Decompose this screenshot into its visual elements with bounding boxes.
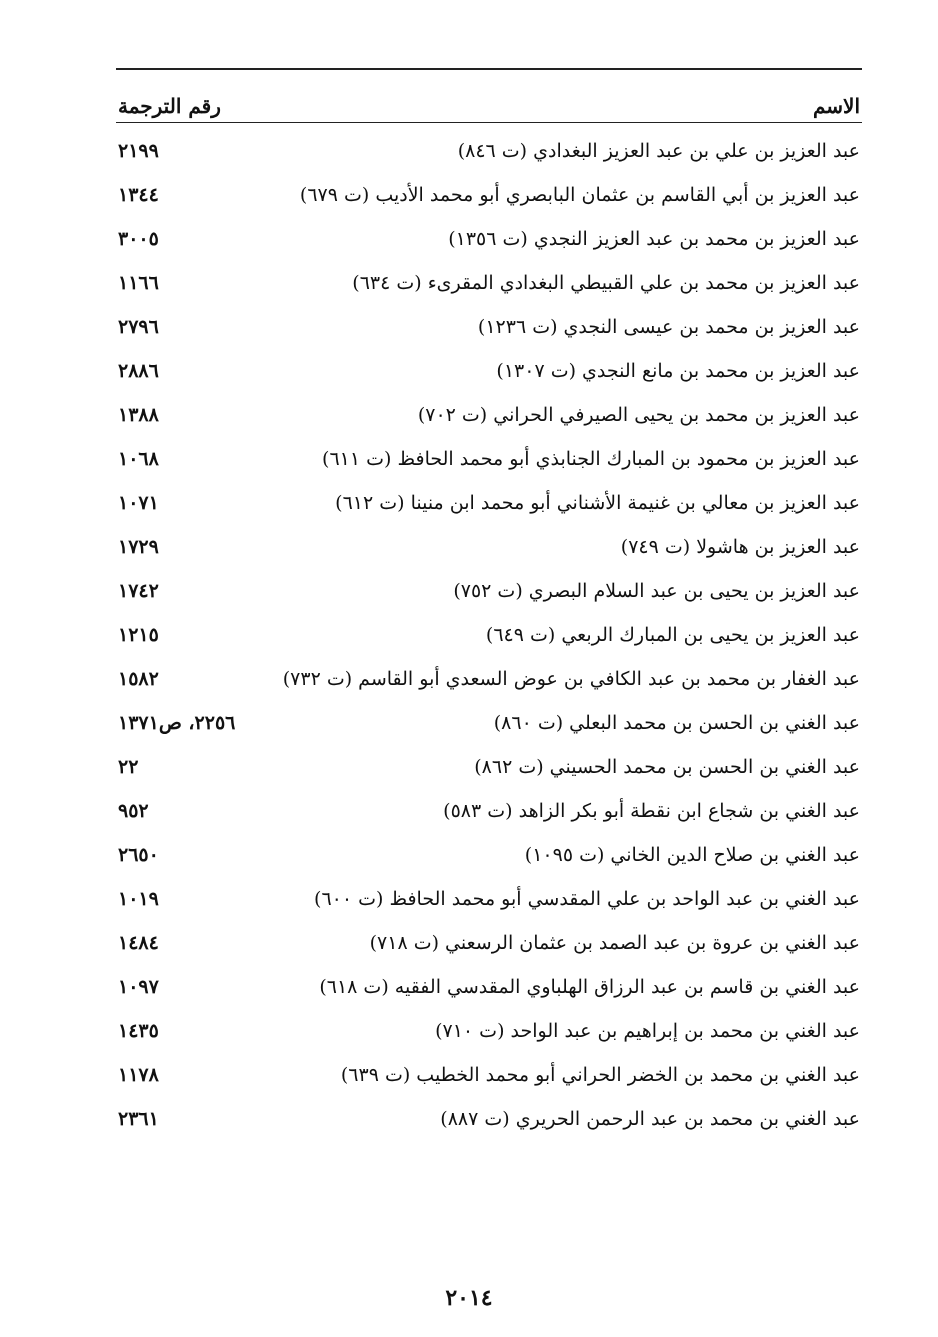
index-list [116, 129, 862, 1141]
list-item [116, 789, 862, 833]
entry-name: عبد الغني بن محمد بن إبراهيم بن عبد الواحد (ت ٧١٠) [435, 1020, 860, 1042]
list-item [116, 349, 862, 393]
entry-number: ٩٥٢ [118, 800, 149, 822]
list-item [116, 481, 862, 525]
entry-number: ٢١٩٩ [118, 140, 159, 162]
entry-number: ١٧٤٢ [118, 580, 159, 602]
entry-name: عبد العزيز بن محمد بن عيسى النجدي (ت ١٢٣٦) [477, 316, 860, 338]
entry-number: ٢٢٥٦، ص١٣٧١ [118, 712, 236, 734]
entry-name: عبد الغني بن الحسن بن محمد البعلي (ت ٨٦٠) [493, 712, 860, 734]
list-item [116, 745, 862, 789]
entry-name: عبد العزيز بن علي بن عبد العزيز البغدادي (ت ٨٤٦) [457, 140, 860, 162]
entry-name: عبد العزيز بن أبي القاسم بن عثمان البابصري أبو محمد الأديب (ت ٦٧٩) [299, 184, 860, 206]
entry-number: ١٠١٩ [118, 888, 159, 910]
entry-number: ١٢١٥ [118, 624, 159, 646]
entry-number: ٢٧٩٦ [118, 316, 159, 338]
entry-name: عبد العزيز بن يحيى بن عبد السلام البصري (ت ٧٥٢) [453, 580, 860, 602]
entry-number: ١٣٨٨ [118, 404, 159, 426]
list-item [116, 965, 862, 1009]
list-item [116, 833, 862, 877]
entry-name: عبد العزيز بن يحيى بن المبارك الربعي (ت ٦٤٩) [485, 624, 860, 646]
list-item [116, 569, 862, 613]
entry-number: ٣٠٠٥ [118, 228, 159, 250]
entry-name: عبد الغني بن شجاع ابن نقطة أبو بكر الزاهد (ت ٥٨٣) [443, 800, 860, 822]
list-item [116, 129, 862, 173]
entry-name: عبد الغني بن صلاح الدين الخاني (ت ١٠٩٥) [524, 844, 860, 866]
entry-name: عبد الغني بن قاسم بن عبد الرزاق الهلباوي المقدسي الفقيه (ت ٦١٨) [319, 976, 860, 998]
list-item [116, 701, 862, 745]
list-item [116, 613, 862, 657]
entry-number: ٢٨٨٦ [118, 360, 159, 382]
list-item [116, 921, 862, 965]
entry-number: ١١٦٦ [118, 272, 159, 294]
entry-number: ١٤٨٤ [118, 932, 159, 954]
entry-number: ١٠٧١ [118, 492, 159, 514]
number-column-header: رقم الترجمة [118, 94, 221, 118]
entry-number: ٢٣٦١ [118, 1108, 159, 1130]
list-item [116, 877, 862, 921]
entry-name: عبد العزيز بن هاشولا (ت ٧٤٩) [620, 536, 860, 558]
index-page [116, 68, 862, 1141]
entry-number: ١٥٨٢ [118, 668, 159, 690]
entry-number: ١١٧٨ [118, 1064, 159, 1086]
entry-name: عبد الغني بن عبد الواحد بن علي المقدسي أبو محمد الحافظ (ت ٦٠٠) [314, 888, 860, 910]
list-item [116, 217, 862, 261]
list-item [116, 657, 862, 701]
entry-name: عبد العزيز بن محمد بن عبد العزيز النجدي (ت ١٣٥٦) [448, 228, 860, 250]
entry-name: عبد العزيز بن محمد بن مانع النجدي (ت ١٣٠٧) [496, 360, 860, 382]
entry-number: ١٠٦٨ [118, 448, 159, 470]
list-item [116, 525, 862, 569]
list-item [116, 1053, 862, 1097]
entry-name: عبد الغني بن محمد بن عبد الرحمن الحريري (ت ٨٨٧) [440, 1108, 860, 1130]
entry-number: ١٧٢٩ [118, 536, 159, 558]
entry-name: عبد العزيز بن محمود بن المبارك الجنابذي أبو محمد الحافظ (ت ٦١١) [322, 448, 860, 470]
list-item [116, 261, 862, 305]
entry-number: ١٠٩٧ [118, 976, 159, 998]
entry-name: عبد العزيز بن معالي بن غنيمة الأشناني أبو محمد ابن منينا (ت ٦١٢) [335, 492, 860, 514]
entry-name: عبد العزيز بن محمد بن علي القبيطي البغدادي المقرىء (ت ٦٣٤) [352, 272, 860, 294]
entry-name: عبد العزيز بن محمد بن يحيى الصيرفي الحراني (ت ٧٠٢) [417, 404, 860, 426]
entry-name: عبد الغني بن عروة بن عبد الصمد بن عثمان الرسعني (ت ٧١٨) [369, 932, 860, 954]
header-rule [116, 122, 862, 123]
list-item [116, 1097, 862, 1141]
list-item [116, 173, 862, 217]
entry-number: ١٤٣٥ [118, 1020, 159, 1042]
entry-name: عبد الغني بن محمد بن الخضر الحراني أبو محمد الخطيب (ت ٦٣٩) [340, 1064, 860, 1086]
list-item [116, 437, 862, 481]
list-item [116, 393, 862, 437]
top-rule [116, 68, 862, 70]
list-item [116, 305, 862, 349]
entry-name: عبد الغفار بن محمد بن عبد الكافي بن عوض السعدي أبو القاسم (ت ٧٣٢) [282, 668, 860, 690]
entry-number: ٢٢ [118, 756, 139, 778]
name-column-header: الاسم [812, 94, 860, 118]
entry-name: عبد الغني بن الحسن بن محمد الحسيني (ت ٨٦٢) [474, 756, 860, 778]
table-header [116, 84, 862, 118]
list-item [116, 1009, 862, 1053]
entry-number: ١٣٤٤ [118, 184, 159, 206]
entry-number: ٢٦٥٠ [118, 844, 159, 866]
page-number: ٢٠١٤ [445, 1285, 493, 1311]
